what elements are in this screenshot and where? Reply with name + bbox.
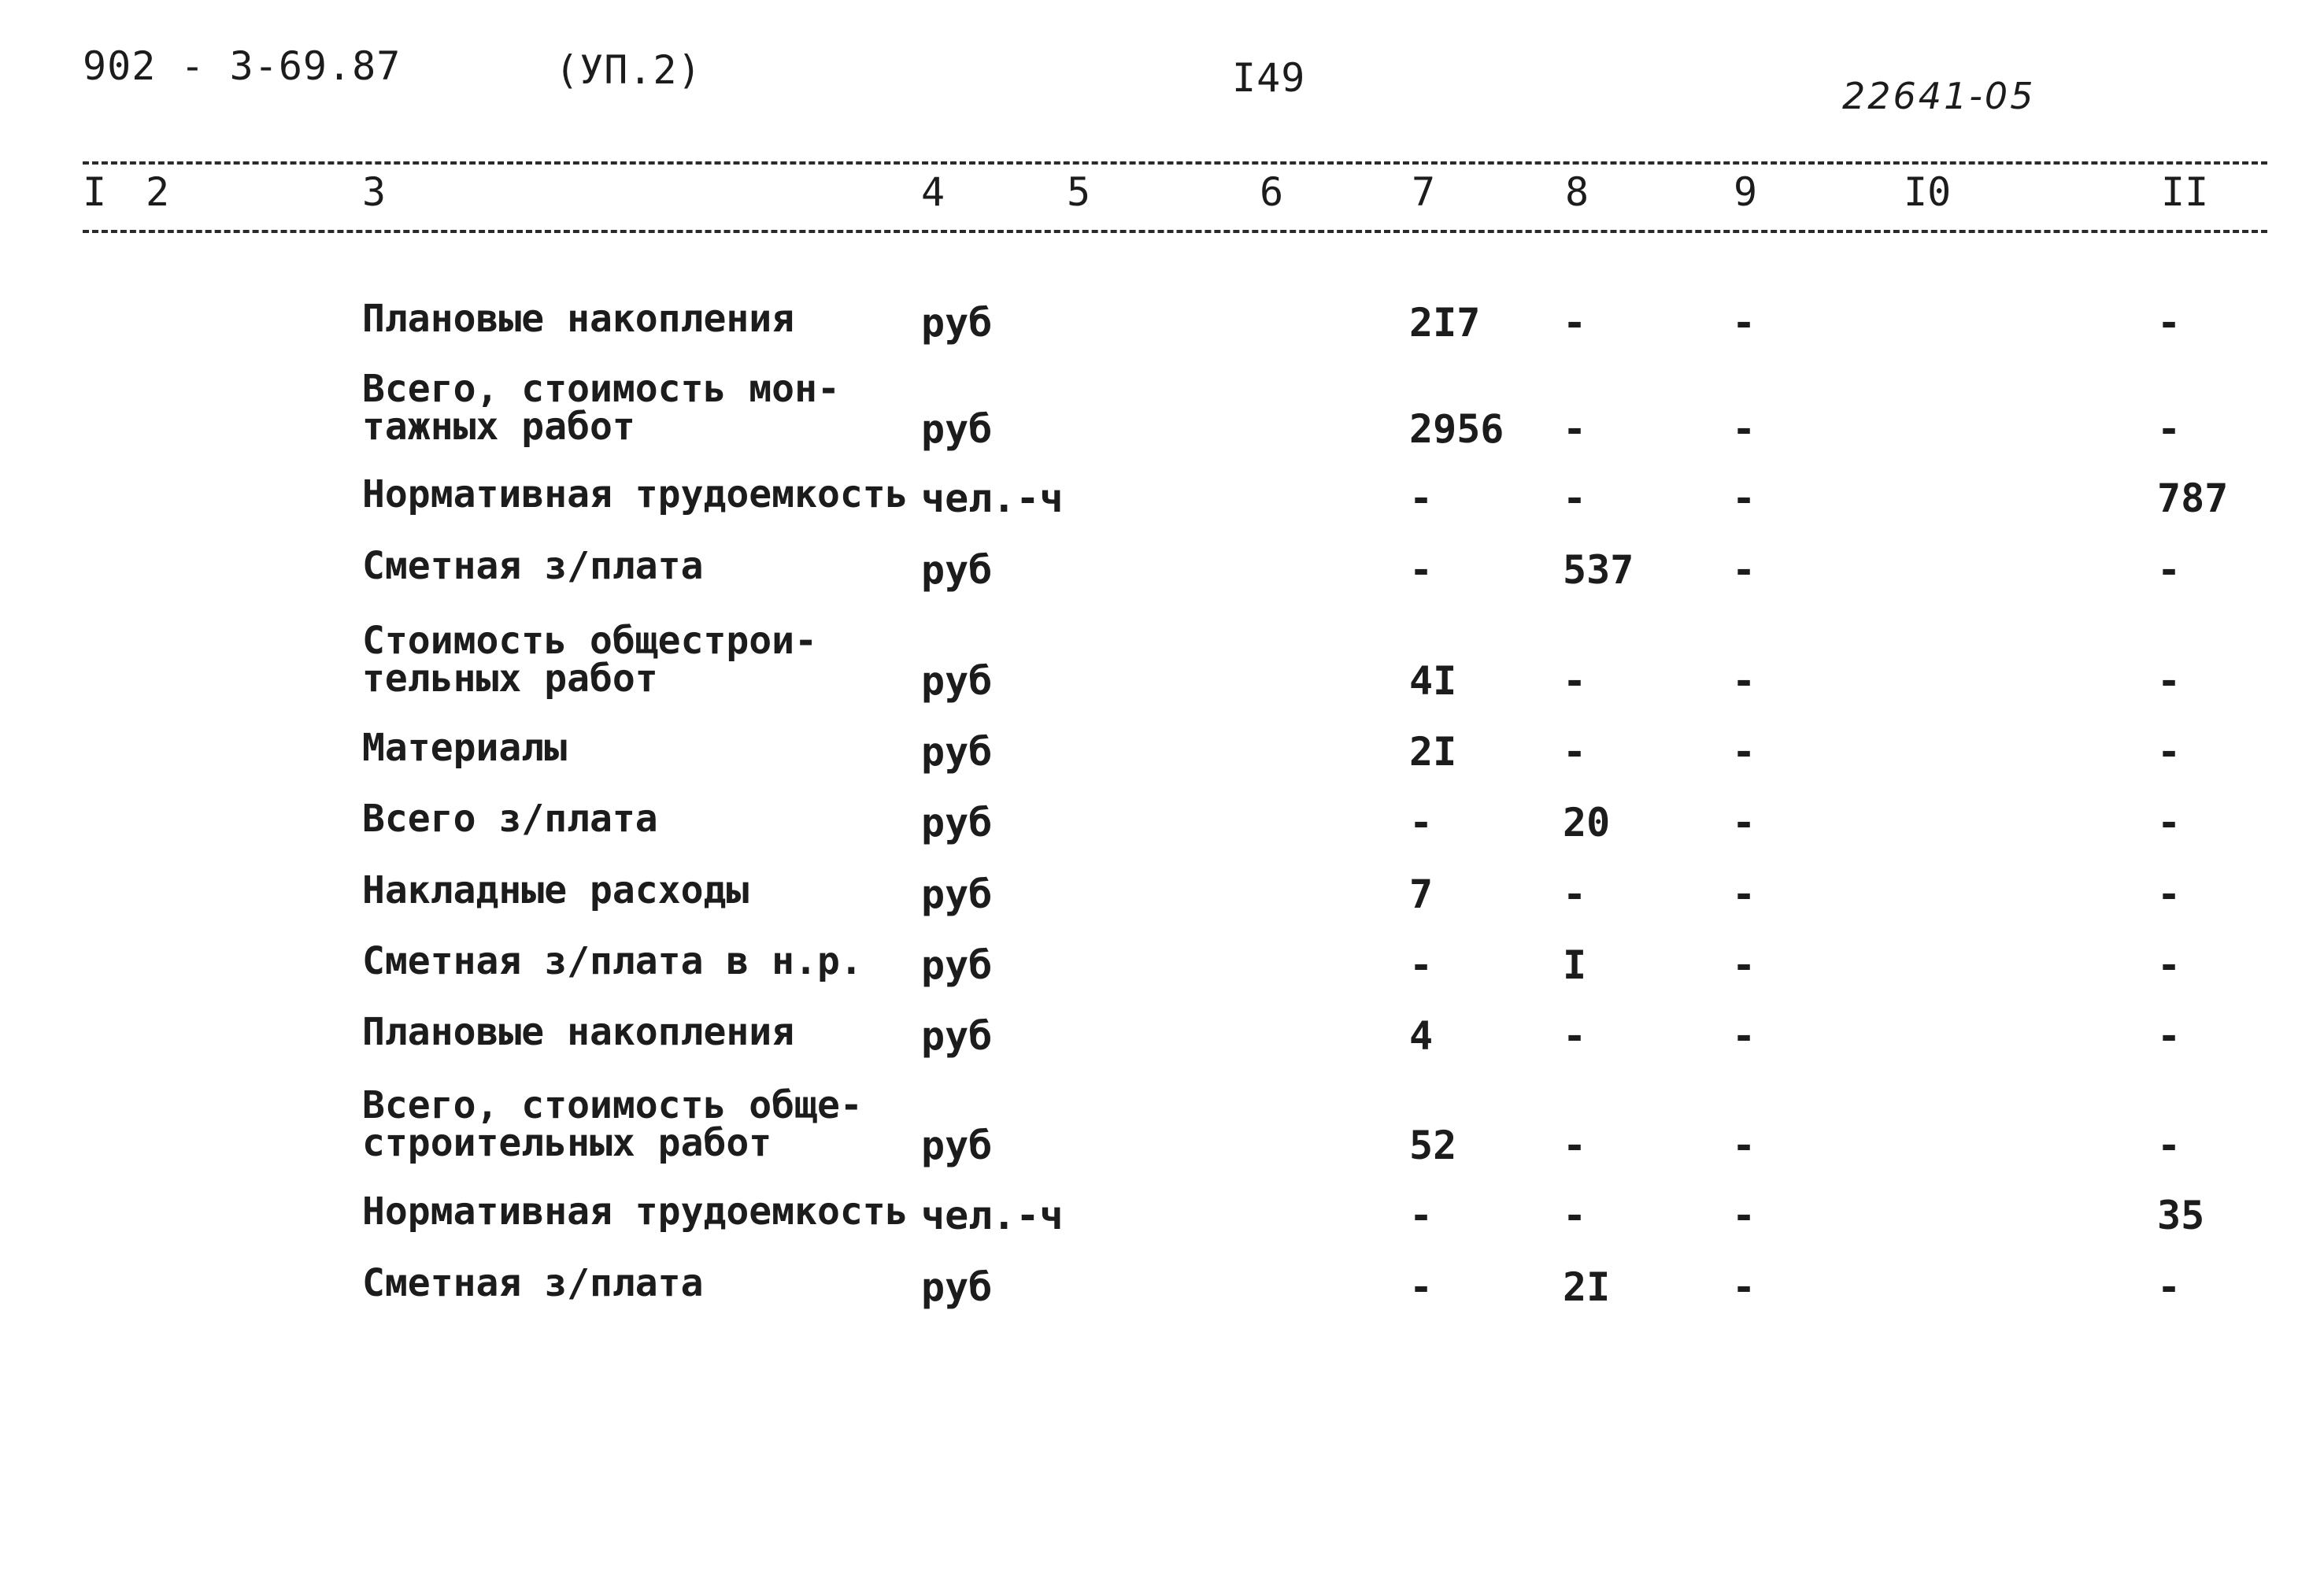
col-number: I [83,169,107,215]
row-col-8: 2I [1563,1264,1611,1310]
row-col-9: - [1732,300,1756,346]
row-col-9: - [1732,800,1756,846]
col-number: 5 [1067,169,1091,215]
row-col-7: - [1409,1264,1434,1310]
col-number: 4 [921,169,946,215]
row-col-11: - [2157,800,2182,846]
row-col-7: - [1409,475,1434,521]
row-col-7: 2I [1409,729,1457,775]
col-number: 9 [1734,169,1758,215]
stamp-code: 22641-05 [1842,75,2036,117]
col-number: 6 [1260,169,1284,215]
row-col-8: - [1563,1193,1587,1238]
row-col-9: - [1732,547,1756,593]
row-description: Плановые накопления [362,1010,795,1054]
row-col-8: - [1563,729,1587,775]
row-unit: руб [921,729,993,775]
row-unit: чел.-ч [921,475,1064,521]
row-unit: руб [921,1013,993,1059]
col-number: 2 [146,169,170,215]
row-unit: руб [921,1123,993,1168]
row-col-11: - [2157,1013,2182,1059]
col-number: II [2161,169,2209,215]
row-col-8: - [1563,1013,1587,1059]
row-col-8: - [1563,871,1587,917]
doc-code: 902 - 3-69.87 [83,43,402,89]
row-col-7: 2956 [1409,406,1504,452]
row-description: Сметная з/плата в н.р. [362,939,863,983]
row-col-9: - [1732,942,1756,988]
row-col-11: - [2157,547,2182,593]
row-col-8: - [1563,406,1587,452]
row-description: Накладные расходы [362,868,749,912]
col-number: 3 [362,169,387,215]
row-unit: руб [921,406,993,452]
row-col-8: I [1563,942,1587,988]
row-unit: руб [921,800,993,846]
header-rule-top [83,161,2267,165]
row-col-9: - [1732,1123,1756,1168]
col-number: 8 [1565,169,1589,215]
row-col-9: - [1732,1193,1756,1238]
row-col-7: - [1409,800,1434,846]
row-col-8: - [1563,300,1587,346]
row-col-7: 7 [1409,871,1434,917]
doc-section: (УП.2) [555,47,702,93]
row-col-9: - [1732,1264,1756,1310]
row-unit: руб [921,942,993,988]
row-col-11: - [2157,406,2182,452]
row-col-11: - [2157,1264,2182,1310]
row-unit: руб [921,1264,993,1310]
col-number: I0 [1904,169,1952,215]
row-col-9: - [1732,406,1756,452]
row-col-8: - [1563,1123,1587,1168]
row-col-7: 4 [1409,1013,1434,1059]
row-description: Плановые накопления [362,297,795,341]
row-col-7: 2I7 [1409,300,1481,346]
row-col-11: - [2157,1123,2182,1168]
row-unit: руб [921,547,993,593]
row-col-9: - [1732,729,1756,775]
row-description: Сметная з/плата [362,1261,704,1305]
row-col-11: - [2157,658,2182,704]
row-col-8: - [1563,475,1587,521]
row-col-7: - [1409,1193,1434,1238]
row-col-8: 20 [1563,800,1611,846]
row-col-7: 4I [1409,658,1457,704]
row-description: Нормативная трудоемкость [362,1190,909,1234]
row-unit: чел.-ч [921,1193,1064,1238]
row-unit: руб [921,871,993,917]
page-number: I49 [1232,55,1306,101]
row-col-9: - [1732,658,1756,704]
row-col-7: - [1409,547,1434,593]
row-col-7: 52 [1409,1123,1457,1168]
row-col-11: 35 [2157,1193,2205,1238]
row-col-11: 787 [2157,475,2229,521]
row-col-9: - [1732,1013,1756,1059]
row-unit: руб [921,300,993,346]
row-description: Стоимость общестрои- тельных работ [362,619,817,701]
col-number: 7 [1412,169,1436,215]
row-description: Всего з/плата [362,797,658,841]
row-col-9: - [1732,475,1756,521]
row-col-8: - [1563,658,1587,704]
row-col-11: - [2157,729,2182,775]
row-col-11: - [2157,942,2182,988]
row-col-7: - [1409,942,1434,988]
row-description: Нормативная трудоемкость [362,472,909,516]
row-col-11: - [2157,300,2182,346]
row-description: Материалы [362,726,568,770]
row-unit: руб [921,658,993,704]
row-description: Всего, стоимость обще- строительных работ [362,1083,863,1165]
row-description: Всего, стоимость мон- тажных работ [362,367,840,449]
row-col-9: - [1732,871,1756,917]
header-rule-bottom [83,230,2267,233]
row-col-8: 537 [1563,547,1634,593]
row-col-11: - [2157,871,2182,917]
row-description: Сметная з/плата [362,544,704,588]
